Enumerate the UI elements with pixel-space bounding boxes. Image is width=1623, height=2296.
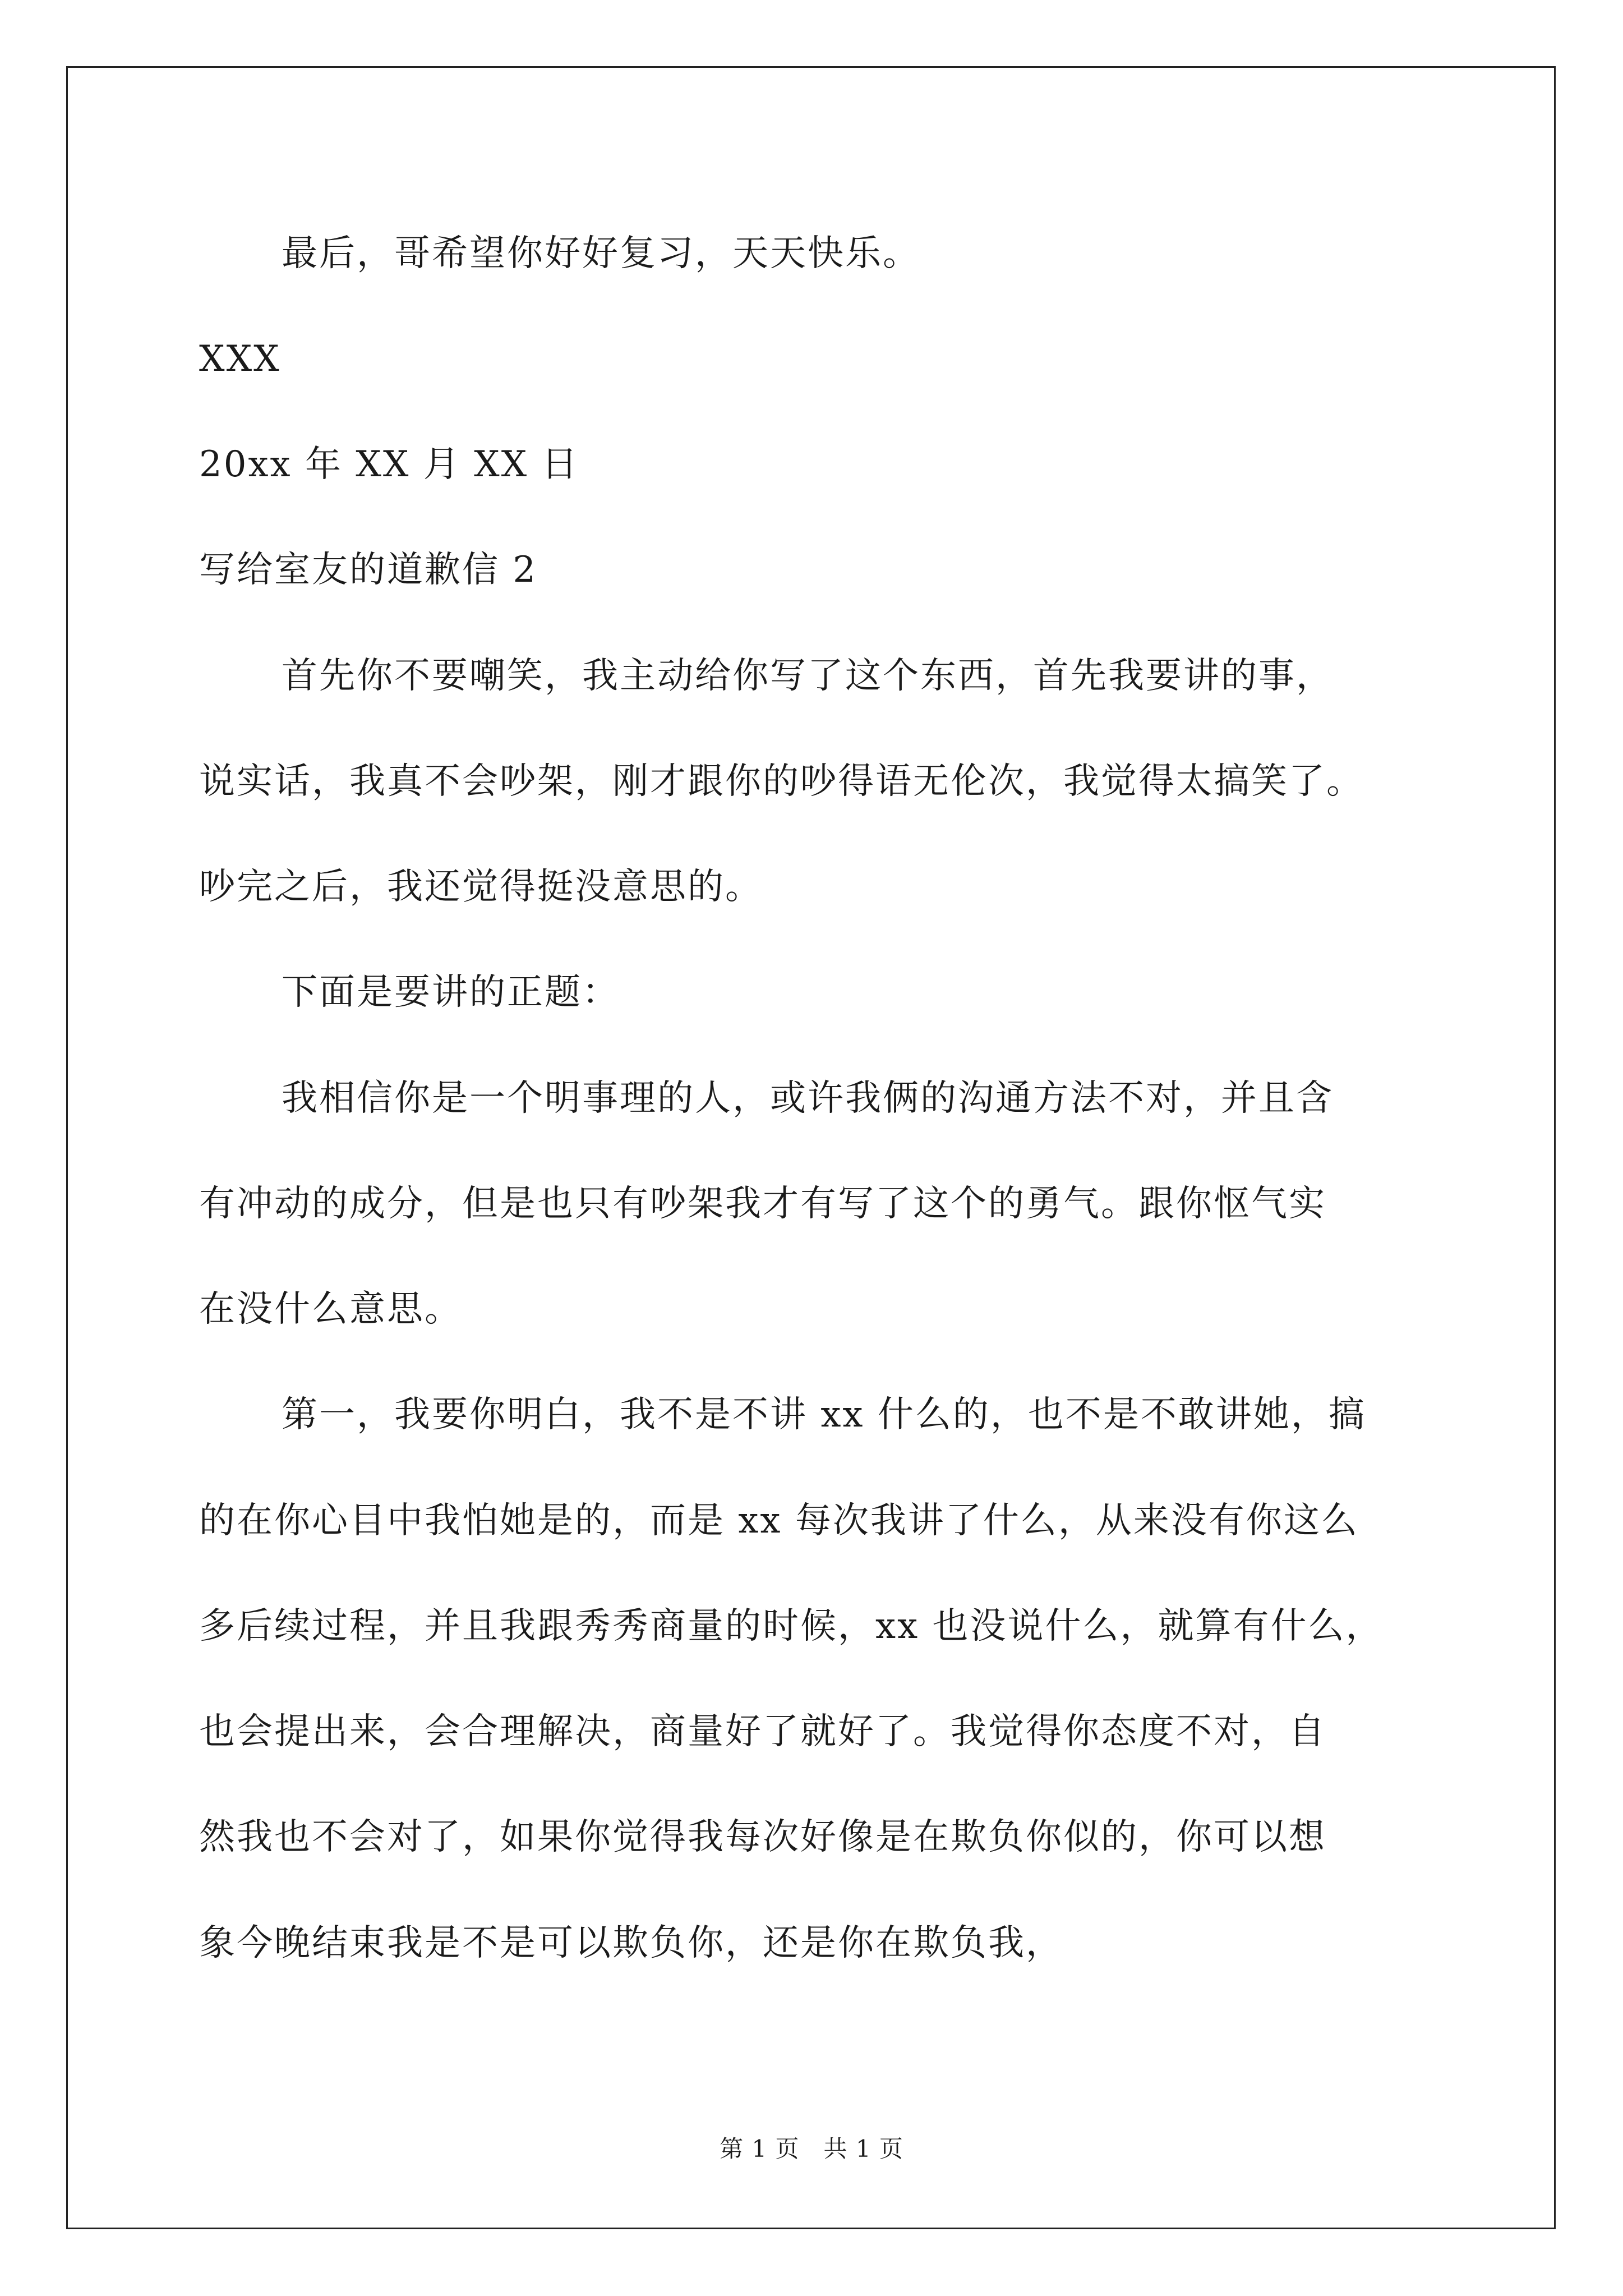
paragraph-line: 也会提出来，会合理解决，商量好了就好了。我觉得你态度不对，自 (199, 1711, 1326, 1752)
paragraph-line: 有冲动的成分，但是也只有吵架我才有写了这个的勇气。跟你怄气实 (199, 1183, 1326, 1225)
paragraph-line: 多后续过程，并且我跟秀秀商量的时候，xx 也没说什么，就算有什么， (199, 1605, 1384, 1647)
paragraph-line: 下面是要讲的正题： (282, 972, 620, 1013)
paragraph-line: 象今晚结束我是不是可以欺负你，还是你在欺负我， (199, 1922, 1063, 1964)
paragraph-line: 我相信你是一个明事理的人，或许我俩的沟通方法不对，并且含 (282, 1078, 1334, 1119)
paragraph-line: 吵完之后，我还觉得挺没意思的。 (199, 866, 763, 908)
signature: XXX (199, 338, 281, 380)
paragraph-line: 然我也不会对了，如果你觉得我每次好像是在欺负你似的，你可以想 (199, 1816, 1326, 1858)
date-line: 20xx 年 XX 月 XX 日 (199, 444, 579, 485)
paragraph-line: 首先你不要嘲笑，我主动给你写了这个东西，首先我要讲的事， (282, 655, 1334, 697)
page-border (66, 66, 1556, 2229)
paragraph-line: 在没什么意思。 (199, 1289, 462, 1330)
closing-paragraph: 最后，哥希望你好好复习，天天快乐。 (282, 233, 920, 274)
paragraph-line: 的在你心目中我怕她是的，而是 xx 每次我讲了什么，从来没有你这么 (199, 1500, 1359, 1542)
paragraph-line: 说实话，我真不会吵架，刚才跟你的吵得语无伦次，我觉得太搞笑了。 (199, 761, 1364, 802)
letter-title: 写给室友的道歉信 2 (199, 549, 538, 591)
page-number: 第 1 页 共 1 页 (720, 2135, 903, 2162)
paragraph-line: 第一，我要你明白，我不是不讲 xx 什么的，也不是不敢讲她，搞 (282, 1394, 1366, 1435)
